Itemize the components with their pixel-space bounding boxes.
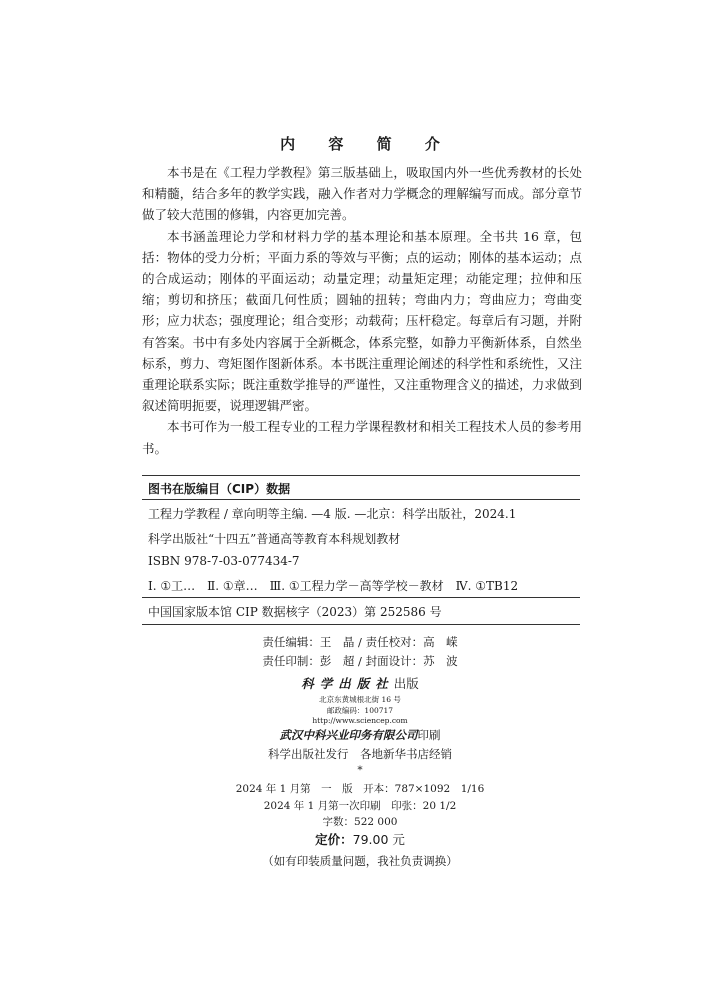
- word-count-line: 字数：522 000: [322, 816, 398, 828]
- quality-note: （如有印装质量问题，我社负责调换）: [262, 854, 458, 868]
- publisher-suffix: 出版: [393, 676, 419, 691]
- publisher-address: 北京东黄城根北街 16 号: [319, 695, 401, 704]
- printer-logo: 武汉中科兴业印务有限公司: [279, 728, 418, 742]
- summary-body: [142, 162, 582, 459]
- cip-isbn-line: ISBN 978-7-03-077434-7: [148, 554, 300, 568]
- cip-number-line: 中国国家版本馆 CIP 数据核字（2023）第 252586 号: [148, 605, 442, 619]
- cip-classification-line: Ⅰ. ①工… Ⅱ. ①章… Ⅲ. ①工程力学－高等学校－教材 Ⅳ. ①TB12: [148, 579, 519, 593]
- printing-line: 2024 年 1 月第一次印刷 印张：20 1/2: [263, 800, 457, 812]
- summary-paragraph-1: 本书是在《工程力学教程》第三版基础上，吸取国内外一些优秀教材的长处和精髓，结合多年的教学实践，融入作者对力学概念的理解编写而成。部分章节做了较大范围的修辑，内容更加完善。: [142, 165, 582, 223]
- summary-paragraph-3: 本书可作为一般工程专业的工程力学课程教材和相关工程技术人员的参考用书。: [142, 419, 582, 456]
- publisher-logo: 科学出版社: [301, 676, 394, 691]
- price-line: [0, 830, 720, 848]
- publisher-website: http://www.sciencep.com: [312, 716, 408, 725]
- publisher-line: [0, 674, 720, 692]
- edition-line: 2024 年 1 月第 一 版 开本：787×1092 1/16: [235, 783, 485, 795]
- cip-classification-rule: [142, 597, 580, 598]
- editors-line-1: 责任编辑：王 晶 / 责任校对：高 嵘: [262, 635, 458, 649]
- cip-title-line: 工程力学教程 / 章向明等主编. —4 版. —北京：科学出版社，2024.1: [148, 507, 517, 521]
- price-value: 79.00 元: [352, 832, 405, 847]
- separator-asterisk: *: [357, 764, 363, 776]
- printer-suffix: 印刷: [417, 728, 441, 742]
- cip-series-line: 科学出版社“十四五”普通高等教育本科规划教材: [148, 532, 401, 546]
- printer-line: [0, 727, 720, 743]
- cip-heading: 图书在版编目（CIP）数据: [148, 482, 291, 496]
- price-label: 定价：: [315, 832, 353, 847]
- cip-bottom-rule: [142, 624, 580, 625]
- summary-paragraph-2: 本书涵盖理论力学和材料力学的基本理论和基本原理。全书共 16 章，包括：物体的受力分析；平面力系的等效与平衡；点的运动；刚体的基本运动；点的合成运动；刚体的平面运动；动量定理；动量矩定理；动能定理；拉伸和压缩；剪切和挤压；截面几何性质；圆轴的扭转；弯曲内力；弯曲应力；弯曲变形；应力状态；强度理论；组合变形；动载荷；压杆稳定。每章后有习题，并附有答案。书中有多处内容属于全新概念，体系完整，如静力平衡新体系，自然坐标系，剪力、弯矩图作图新体系。本书既注重理论阐述的科学性和系统性，又注重理论联系实际；既注重数学推导的严谨性，又注重物理含义的描述，力求做到叙述简明扼要，说理逻辑严密。: [142, 228, 582, 414]
- distribution-line: 科学出版社发行 各地新华书店经销: [268, 747, 452, 761]
- publisher-postcode: 邮政编码：100717: [326, 706, 394, 715]
- editors-line-2: 责任印制：彭 超 / 封面设计：苏 波: [262, 654, 458, 668]
- summary-title: 内 容 简 介: [280, 135, 454, 153]
- cip-heading-rule: [142, 499, 580, 500]
- cip-top-rule: [142, 475, 580, 476]
